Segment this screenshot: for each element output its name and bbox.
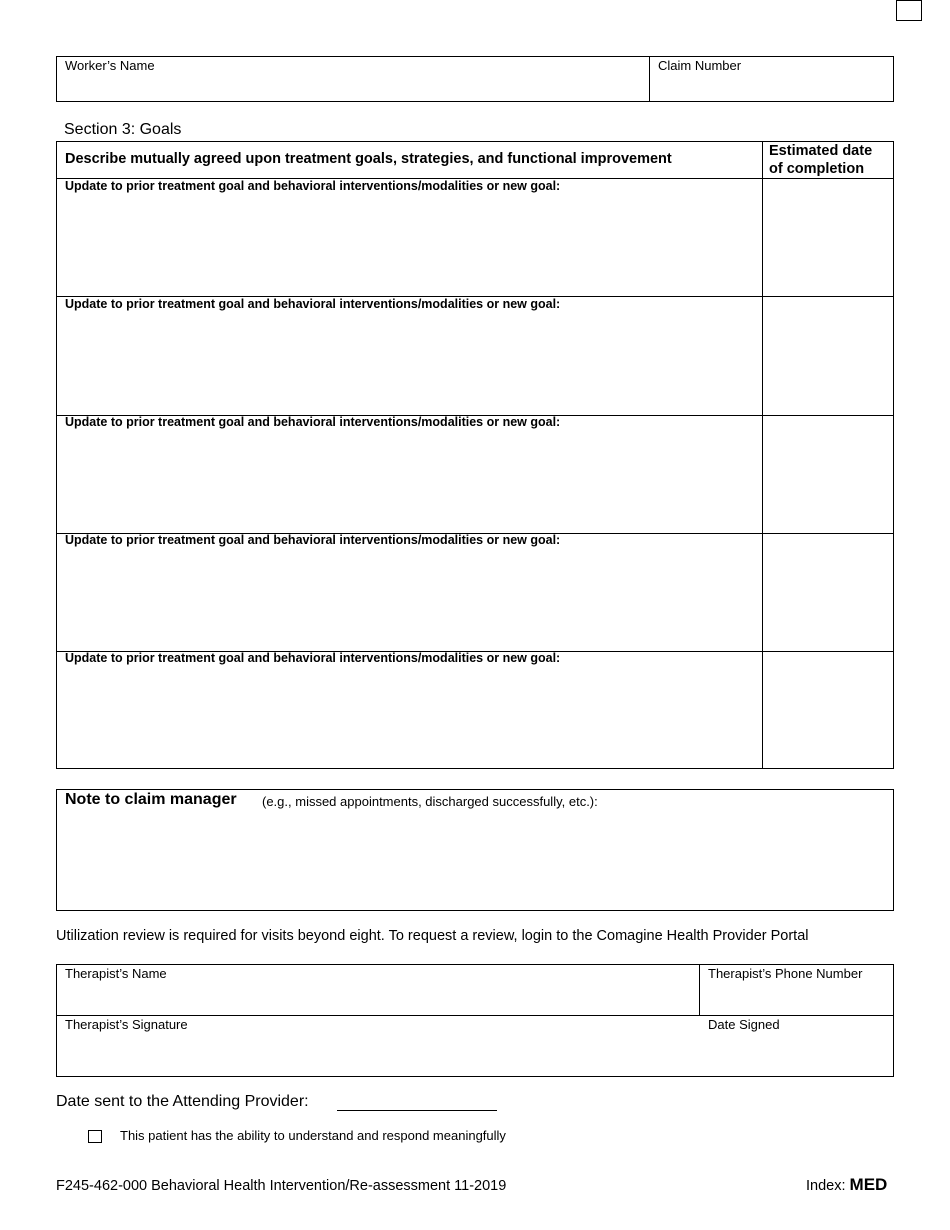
corner-box xyxy=(896,0,922,21)
therapist-signature-label: Therapist’s Signature xyxy=(65,1017,188,1032)
goal-date-input[interactable] xyxy=(763,179,893,296)
form-id: F245-462-000 Behavioral Health Intervention/Re-assessment 11-2019 xyxy=(56,1178,507,1194)
goals-description-header: Describe mutually agreed upon treatment goals, strategies, and functional improvement xyxy=(65,151,672,167)
form-index xyxy=(806,1175,887,1195)
goals-table xyxy=(56,141,894,769)
worker-claim-table xyxy=(56,56,894,102)
therapist-phone-label: Therapist’s Phone Number xyxy=(708,966,863,981)
therapist-phone-field[interactable] xyxy=(700,965,893,1015)
date-sent-label: Date sent to the Attending Provider: xyxy=(56,1093,309,1110)
worker-name-label: Worker’s Name xyxy=(65,58,155,73)
section-title: Section 3: Goals xyxy=(64,121,182,138)
goal-date-input[interactable] xyxy=(763,534,893,651)
worker-name-field[interactable] xyxy=(57,57,650,101)
goal-date-input[interactable] xyxy=(763,297,893,414)
date-sent-input[interactable] xyxy=(337,1093,497,1111)
goal-label: Update to prior treatment goal and behavioral interventions/modalities or new goal: xyxy=(65,415,561,429)
patient-ability-checkbox[interactable] xyxy=(88,1130,102,1143)
goals-date-header: Estimated date of completion xyxy=(769,143,873,177)
therapist-table xyxy=(56,964,894,1077)
therapist-name-label: Therapist’s Name xyxy=(65,966,167,981)
goal-label: Update to prior treatment goal and behavioral interventions/modalities or new goal: xyxy=(65,297,561,311)
note-to-claim-manager[interactable] xyxy=(56,789,894,911)
utilization-review-text: Utilization review is required for visits beyond eight. To request a review, login to the Comagine Health Provider Portal xyxy=(56,928,809,944)
therapist-signature-field[interactable] xyxy=(57,1016,699,1076)
claim-number-label: Claim Number xyxy=(658,58,742,73)
note-title: Note to claim manager xyxy=(65,791,237,808)
index-value: MED xyxy=(849,1175,888,1194)
goal-input[interactable] xyxy=(57,432,761,532)
date-signed-label: Date Signed xyxy=(708,1017,780,1032)
date-signed-field[interactable] xyxy=(700,1016,893,1076)
index-label: Index: xyxy=(806,1178,846,1194)
goal-input[interactable] xyxy=(57,196,761,296)
patient-ability-label: This patient has the ability to understand and respond meaningfully xyxy=(120,1128,506,1143)
claim-number-field[interactable] xyxy=(650,57,893,101)
goal-date-input[interactable] xyxy=(763,652,893,768)
goal-label: Update to prior treatment goal and behavioral interventions/modalities or new goal: xyxy=(65,179,561,193)
therapist-name-field[interactable] xyxy=(57,965,699,1015)
goal-date-input[interactable] xyxy=(763,416,893,533)
note-hint: (e.g., missed appointments, discharged successfully, etc.): xyxy=(262,794,598,809)
goal-label: Update to prior treatment goal and behavioral interventions/modalities or new goal: xyxy=(65,533,561,547)
goal-input[interactable] xyxy=(57,550,761,650)
goal-input[interactable] xyxy=(57,314,761,414)
goal-label: Update to prior treatment goal and behavioral interventions/modalities or new goal: xyxy=(65,651,561,665)
goal-input[interactable] xyxy=(57,668,761,768)
